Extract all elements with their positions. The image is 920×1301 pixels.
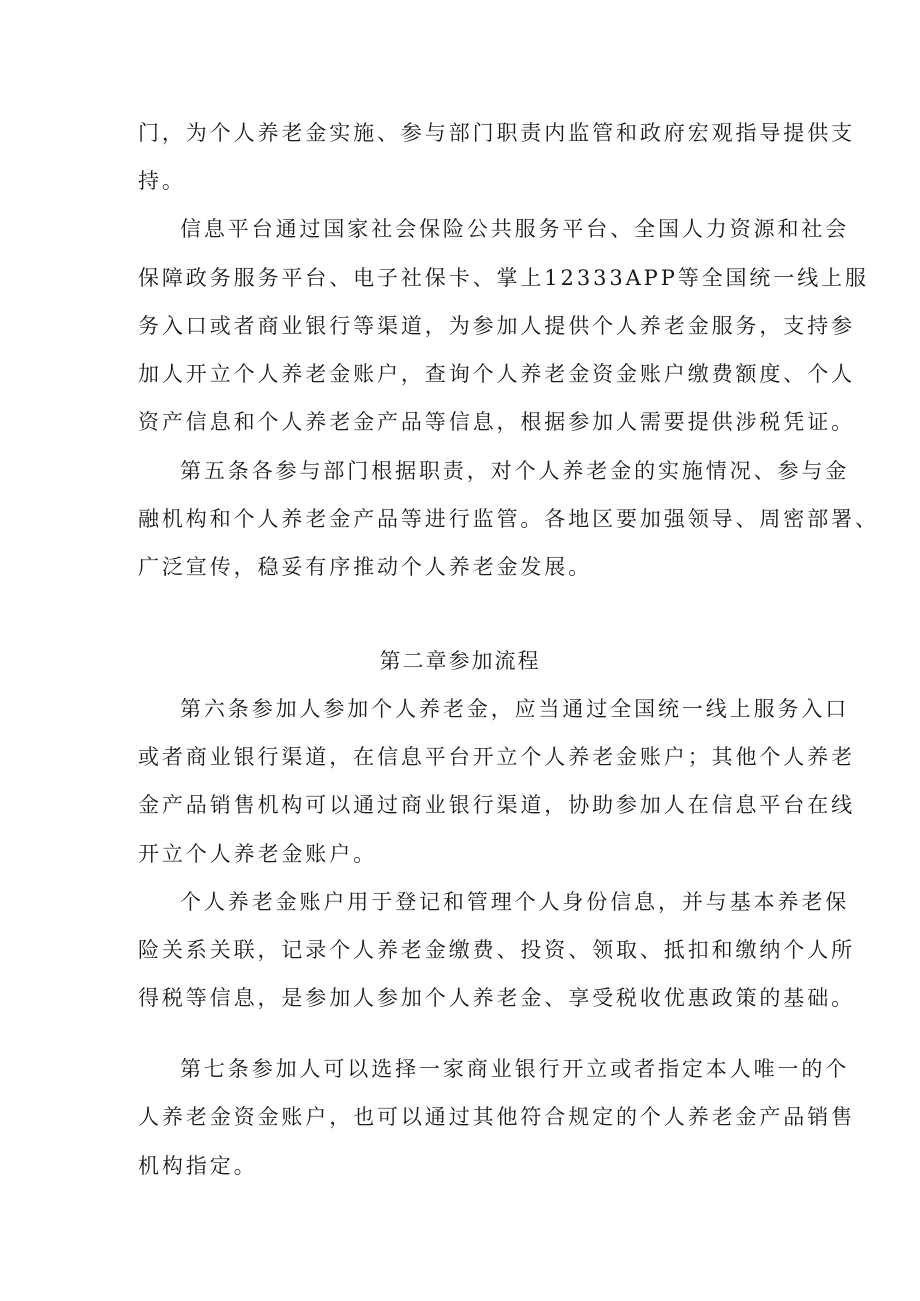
paragraph-4-line-1: 第六条参加人参加个人养老金，应当通过全国统一线上服务入口 xyxy=(180,697,850,721)
paragraph-1-line-1: 门，为个人养老金实施、参与部门职责内监管和政府宏观指导提供支 xyxy=(138,121,855,145)
paragraph-4-line-2: 或者商业银行渠道，在信息平台开立个人养老金账户；其他个人养老 xyxy=(138,745,855,769)
paragraph-4-line-3: 金产品销售机构可以通过商业银行渠道，协助参加人在信息平台在线 xyxy=(138,793,855,817)
paragraph-5-line-3: 得税等信息，是参加人参加个人养老金、享受税收优惠政策的基础。 xyxy=(138,986,855,1010)
paragraph-1-line-2: 持。 xyxy=(138,169,186,193)
paragraph-3-line-2: 融机构和个人养老金产品等进行监管。各地区要加强领导、周密部署、 xyxy=(138,507,879,531)
paragraph-5-line-1: 个人养老金账户用于登记和管理个人身份信息，并与基本养老保 xyxy=(180,890,850,914)
paragraph-3-line-1: 第五条各参与部门根据职责，对个人养老金的实施情况、参与金 xyxy=(180,459,850,483)
paragraph-3-line-3: 广泛宣传，稳妥有序推动个人养老金发展。 xyxy=(138,555,593,579)
paragraph-6-line-2: 人养老金资金账户，也可以通过其他符合规定的个人养老金产品销售 xyxy=(138,1105,855,1129)
paragraph-2-line-4: 加人开立个人养老金账户，查询个人养老金资金账户缴费额度、个人 xyxy=(138,362,855,386)
paragraph-6-line-3: 机构指定。 xyxy=(138,1154,258,1178)
paragraph-6-line-1: 第七条参加人可以选择一家商业银行开立或者指定本人唯一的个 xyxy=(180,1057,850,1081)
paragraph-4-line-4: 开立个人养老金账户。 xyxy=(138,842,377,866)
paragraph-2-line-1: 信息平台通过国家社会保险公共服务平台、全国人力资源和社会 xyxy=(180,217,850,241)
chapter-heading: 第二章参加流程 xyxy=(379,649,541,673)
paragraph-2-line-5: 资产信息和个人养老金产品等信息，根据参加人需要提供涉税凭证。 xyxy=(138,410,855,434)
paragraph-2-line-3: 务入口或者商业银行等渠道，为参加人提供个人养老金服务，支持参 xyxy=(138,314,855,338)
paragraph-5-line-2: 险关系关联，记录个人养老金缴费、投资、领取、抵扣和缴纳个人所 xyxy=(138,938,855,962)
paragraph-2-line-2: 保障政务服务平台、电子社保卡、掌上12333APP等全国统一线上服 xyxy=(138,266,869,290)
